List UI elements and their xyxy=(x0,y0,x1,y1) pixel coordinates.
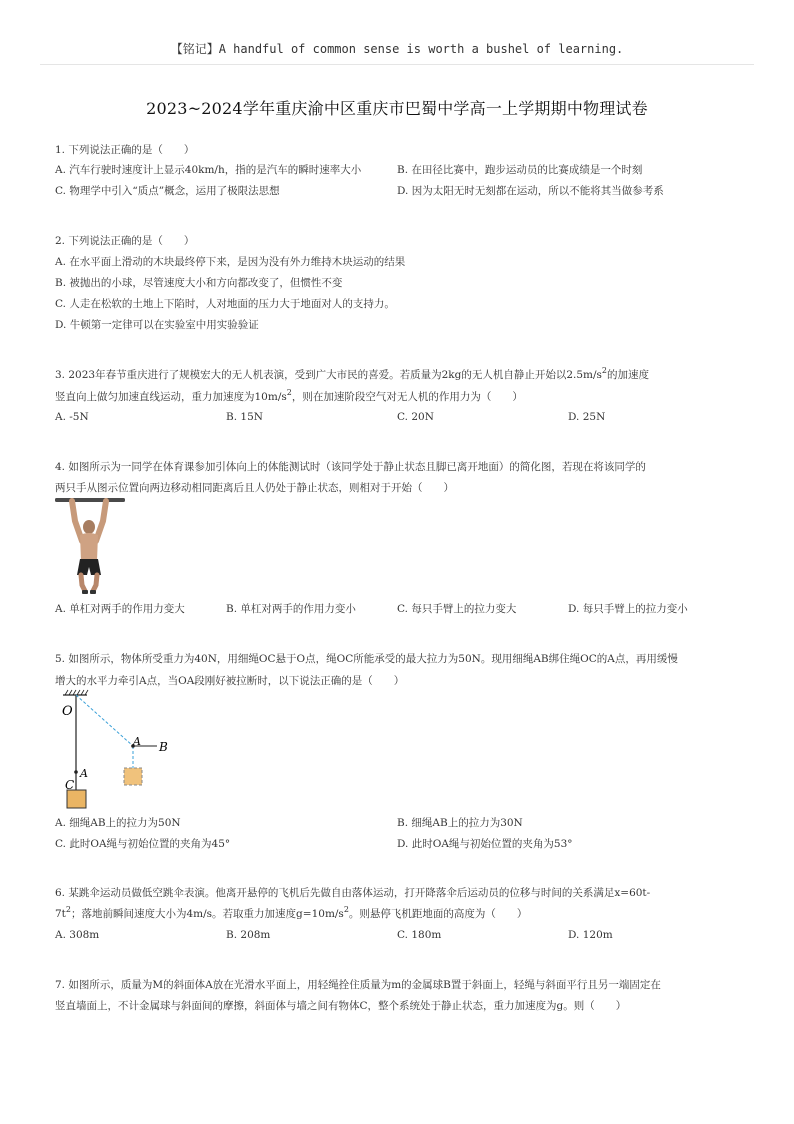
header-divider xyxy=(40,64,754,65)
q3-stem-line2: 竖直向上做匀加速直线运动，重力加速度为$10m/s^2$，则在加速阶段空气对无人机的作用力为（ ） xyxy=(55,388,523,403)
q6-option-a: A. 308m xyxy=(55,929,100,941)
q7-stem-line1: 7. 如图所示，质量为M的斜面体A放在光滑水平面上，用轻绳拴住质量为m的金属球B置于斜面上，轻绳与斜面平行且另一端固定在 xyxy=(55,979,661,991)
q4-option-c: C. 每只手臂上的拉力变大 xyxy=(397,603,517,615)
label-b: B xyxy=(159,740,168,754)
q6-option-c: C. 180m xyxy=(397,929,442,941)
label-c: C xyxy=(65,778,75,792)
q5-stem-line1: 5. 如图所示，物体所受重力为40N，用细绳OC悬于O点，绳OC所能承受的最大拉力为50N。现用细绳AB绑住绳OC的A点，再用缓慢 xyxy=(55,653,678,665)
q6-stem-line2: $7t^2$；落地前瞬间速度大小为4m/s。若取重力加速度$g=10m/s^2$。则悬停飞机距地面的高度为（ ） xyxy=(55,905,528,920)
page-title: 2023~2024学年重庆渝中区重庆市巴蜀中学高一上学期期中物理试卷 xyxy=(146,99,648,118)
q4-stem-line2: 两只手从图示位置向两边移动相同距离后且人仍处于静止状态，则相对于开始（ ） xyxy=(55,482,454,494)
q3-option-b: B. 15N xyxy=(226,411,263,423)
q4-option-a: A. 单杠对两手的作用力变大 xyxy=(55,603,185,615)
q4-stem-line1: 4. 如图所示为一同学在体育课参加引体向上的体能测试时（该同学处于静止状态且脚已离开地面）的简化图，若现在将该同学的 xyxy=(55,461,646,473)
q2-stem: 2. 下列说法正确的是（ ） xyxy=(55,235,195,247)
q2-option-a: A. 在水平面上滑动的木块最终停下来，是因为没有外力维持木块运动的结果 xyxy=(55,256,406,268)
q2-option-b: B. 被抛出的小球，尽管速度大小和方向都改变了，但惯性不变 xyxy=(55,277,343,289)
q1-option-d: D. 因为太阳无时无刻都在运动，所以不能将其当做参考系 xyxy=(397,185,664,197)
rope-diagram xyxy=(55,686,185,812)
q1-option-a: A. 汽车行驶时速度计上显示40km/h，指的是汽车的瞬时速率大小 xyxy=(55,164,362,176)
label-o: O xyxy=(62,704,73,719)
q6-stem-line1: 6. 某跳伞运动员做低空跳伞表演。他离开悬停的飞机后先做自由落体运动，打开降落伞后运动员的位移与时间的关系满足x=60t- xyxy=(55,887,651,899)
label-a-displaced: A xyxy=(133,735,141,748)
q3-option-a: A. -5N xyxy=(55,411,89,423)
q5-stem-line2: 增大的水平力牵引A点，当OA段刚好被拉断时，以下说法正确的是（ ） xyxy=(55,675,405,687)
q1-stem: 1. 下列说法正确的是（ ） xyxy=(55,144,195,156)
q5-option-d: D. 此时OA绳与初始位置的夹角为53° xyxy=(397,838,573,850)
q5-option-b: B. 细绳AB上的拉力为30N xyxy=(397,817,523,829)
q7-stem-line2: 竖直墙面上，不计金属球与斜面间的摩擦，斜面体与墙之间有物体C，整个系统处于静止状态，重力加速度为g。则（ ） xyxy=(55,1000,627,1012)
q2-option-c: C. 人走在松软的土地上下陷时，人对地面的压力大于地面对人的支持力。 xyxy=(55,298,395,310)
q3-option-c: C. 20N xyxy=(397,411,434,423)
q1-option-b: B. 在田径比赛中，跑步运动员的比赛成绩是一个时刻 xyxy=(397,164,643,176)
motto-header: 【铭记】A handful of common sense is worth a bushel of learning. xyxy=(170,42,624,56)
q3-option-d: D. 25N xyxy=(568,411,606,423)
q4-option-b: B. 单杠对两手的作用力变小 xyxy=(226,603,356,615)
label-a: A xyxy=(80,767,88,780)
q3-stem-line1: 3. 2023年春节重庆进行了规模宏大的无人机表演，受到广大市民的喜爱。若质量为2kg的无人机自静止开始以$2.5m/s^2$的加速度 xyxy=(55,366,650,381)
q5-option-a: A. 细绳AB上的拉力为50N xyxy=(55,817,181,829)
q4-option-d: D. 每只手臂上的拉力变小 xyxy=(568,603,688,615)
q5-option-c: C. 此时OA绳与初始位置的夹角为45° xyxy=(55,838,231,850)
q2-option-d: D. 牛顿第一定律可以在实验室中用实验验证 xyxy=(55,319,259,331)
q6-option-b: B. 208m xyxy=(226,929,271,941)
pullup-figure xyxy=(55,495,127,600)
q1-option-c: C. 物理学中引入“质点”概念，运用了极限法思想 xyxy=(55,185,280,197)
q6-option-d: D. 120m xyxy=(568,929,613,941)
